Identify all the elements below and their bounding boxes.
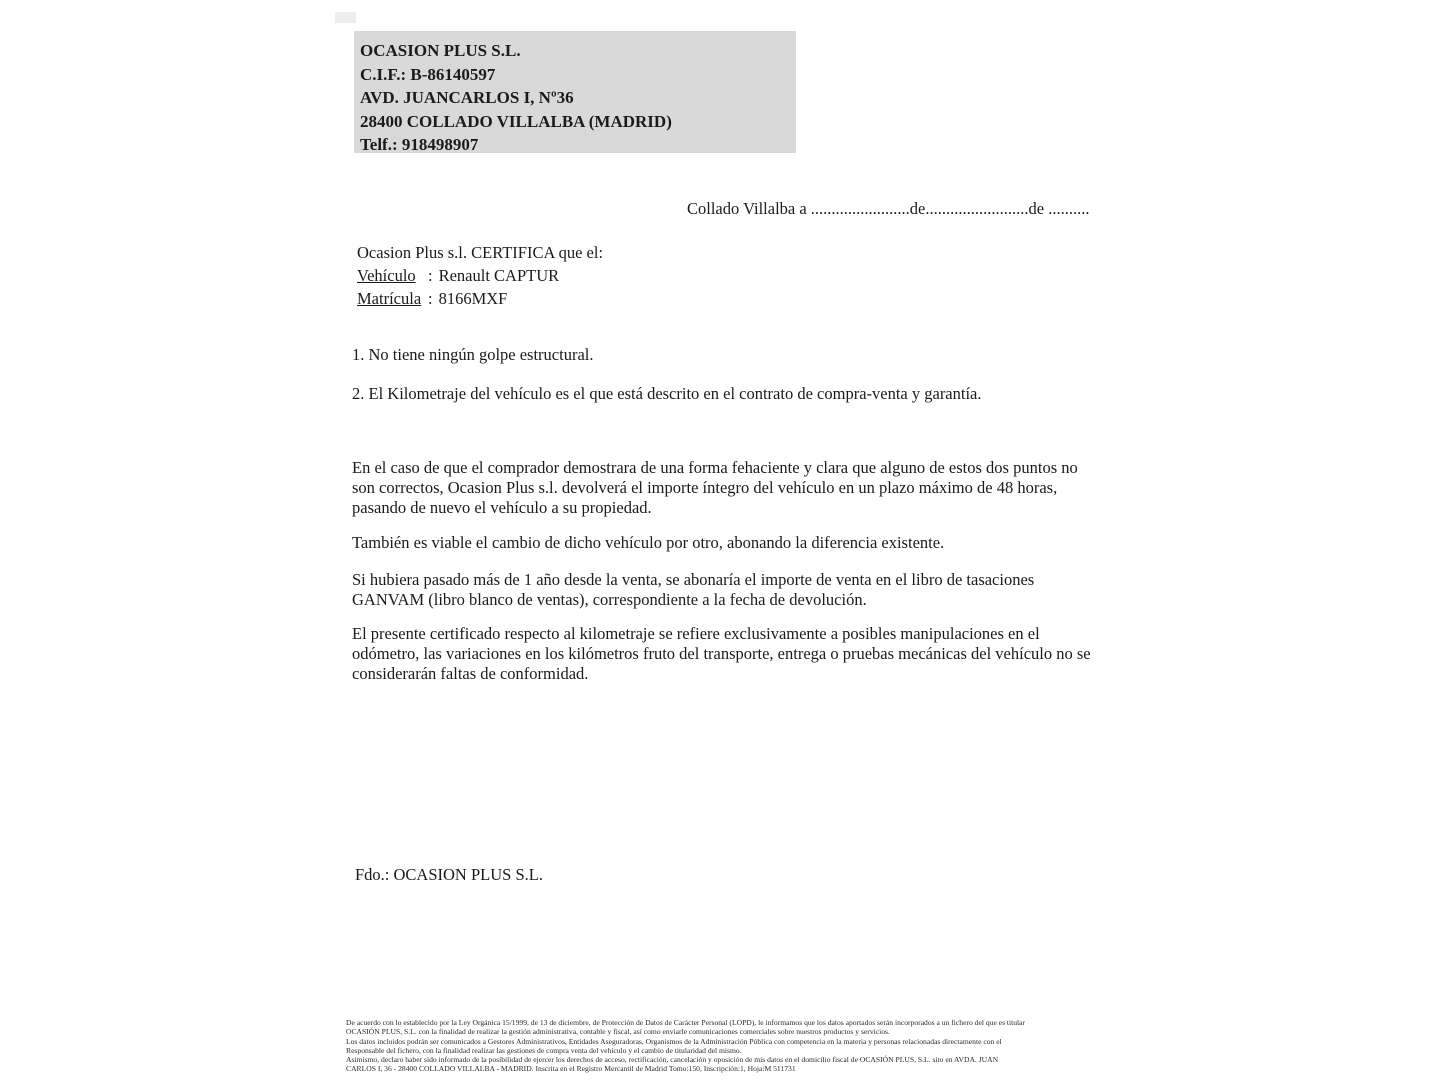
certification-point-1: 1. No tiene ningún golpe estructural. [352, 345, 594, 364]
company-phone: Telf.: 918498907 [360, 135, 479, 154]
paragraph-ganvam: Si hubiera pasado más de 1 año desde la venta, se abonaría el importe de venta en el libro de tasaciones GANVAM (libro blanco de ventas), correspondiente a la fecha de devolución. [352, 570, 1035, 609]
certify-intro: Ocasion Plus s.l. CERTIFICA que el: [357, 243, 604, 262]
certification-block [357, 242, 603, 310]
date-line: Collado Villalba a ........................de.........................de .......... [687, 199, 1090, 218]
vehicle-label-wrap [357, 265, 428, 288]
certification-point-2: 2. El Kilometraje del vehículo es el que está descrito en el contrato de compra-venta y garantía. [352, 384, 982, 403]
legal-footer-line: OCASIÓN PLUS, S.L. con la finalidad de realizar la gestión administrativa, contable y fiscal, así como enviarle comunicaciones comerciales sobre nuestros productos y servicios. [346, 1027, 890, 1037]
plate-label: Matrícula [357, 288, 422, 308]
company-name: OCASION PLUS S.L. [360, 41, 521, 60]
company-address: AVD. JUANCARLOS I, Nº36 [360, 88, 574, 107]
vehicle-label: Vehículo [357, 265, 416, 285]
paragraph-odometer: El presente certificado respecto al kilometraje se refiere exclusivamente a posibles manipulaciones en el odómetro, las variaciones en los kilómetros fruto del transporte, entrega o pruebas mecánicas del vehículo no se considerarán faltas de conformidad. [352, 624, 1091, 683]
plate-label-wrap [357, 288, 428, 311]
legal-footer-line: Los datos incluidos podrán ser comunicados a Gestores Administrativos, Entidades Aseguradoras, Organismos de la Administración Pública con competencia en la materia y personas relacionadas directamente con el [346, 1036, 1002, 1046]
paragraph-refund: En el caso de que el comprador demostrara de una forma fehaciente y clara que alguno de estos dos puntos no son correctos, Ocasion Plus s.l. devolverá el importe íntegro del vehículo en un plazo máximo de 48 horas, pasando de nuevo el vehículo a su propiedad. [352, 458, 1078, 517]
vehicle-value: Renault CAPTUR [438, 265, 560, 285]
vehicle-field [357, 265, 603, 288]
plate-value: 8166MXF [438, 288, 508, 308]
legal-footer-line: Asimismo, declaro haber sido informado de la posibilidad de ejercer los derechos de acceso, rectificación, cancelación y oposición de mis datos en el domicilio fiscal de OCASIÓN PLUS, S.L. sito en AVDA. JUAN [346, 1055, 999, 1065]
company-city: 28400 COLLADO VILLALBA (MADRID) [360, 111, 672, 131]
plate-separator: : [428, 288, 433, 308]
legal-footer-line: De acuerdo con lo establecido por la Ley Orgánica 15/1999, de 13 de diciembre, de Protección de Datos de Carácter Personal (LOPD), le informamos que los datos aportados serán incorporados a un fichero del que es titular [346, 1018, 1026, 1027]
legal-footer-line: CARLOS I, 36 - 28400 COLLADO VILLALBA - MADRID. Inscrita en el Registro Mercantil de Madrid Tomo:150, Inscripción:1, Hoja:M 511731 [346, 1064, 796, 1074]
vehicle-separator: : [428, 265, 433, 285]
legal-footer [346, 1018, 1106, 1074]
legal-footer-line: Responsable del fichero, con la finalidad realizar las gestiones de compra venta del vehículo y el cambio de titularidad del mismo. [346, 1045, 742, 1055]
paragraph-exchange: También es viable el cambio de dicho vehículo por otro, abonando la diferencia existente. [352, 533, 945, 552]
scan-artifact [335, 12, 356, 23]
signature-line: Fdo.: OCASION PLUS S.L. [355, 865, 543, 884]
company-header-box [354, 31, 796, 153]
plate-field [357, 288, 603, 311]
company-cif: C.I.F.: B-86140597 [360, 64, 496, 84]
